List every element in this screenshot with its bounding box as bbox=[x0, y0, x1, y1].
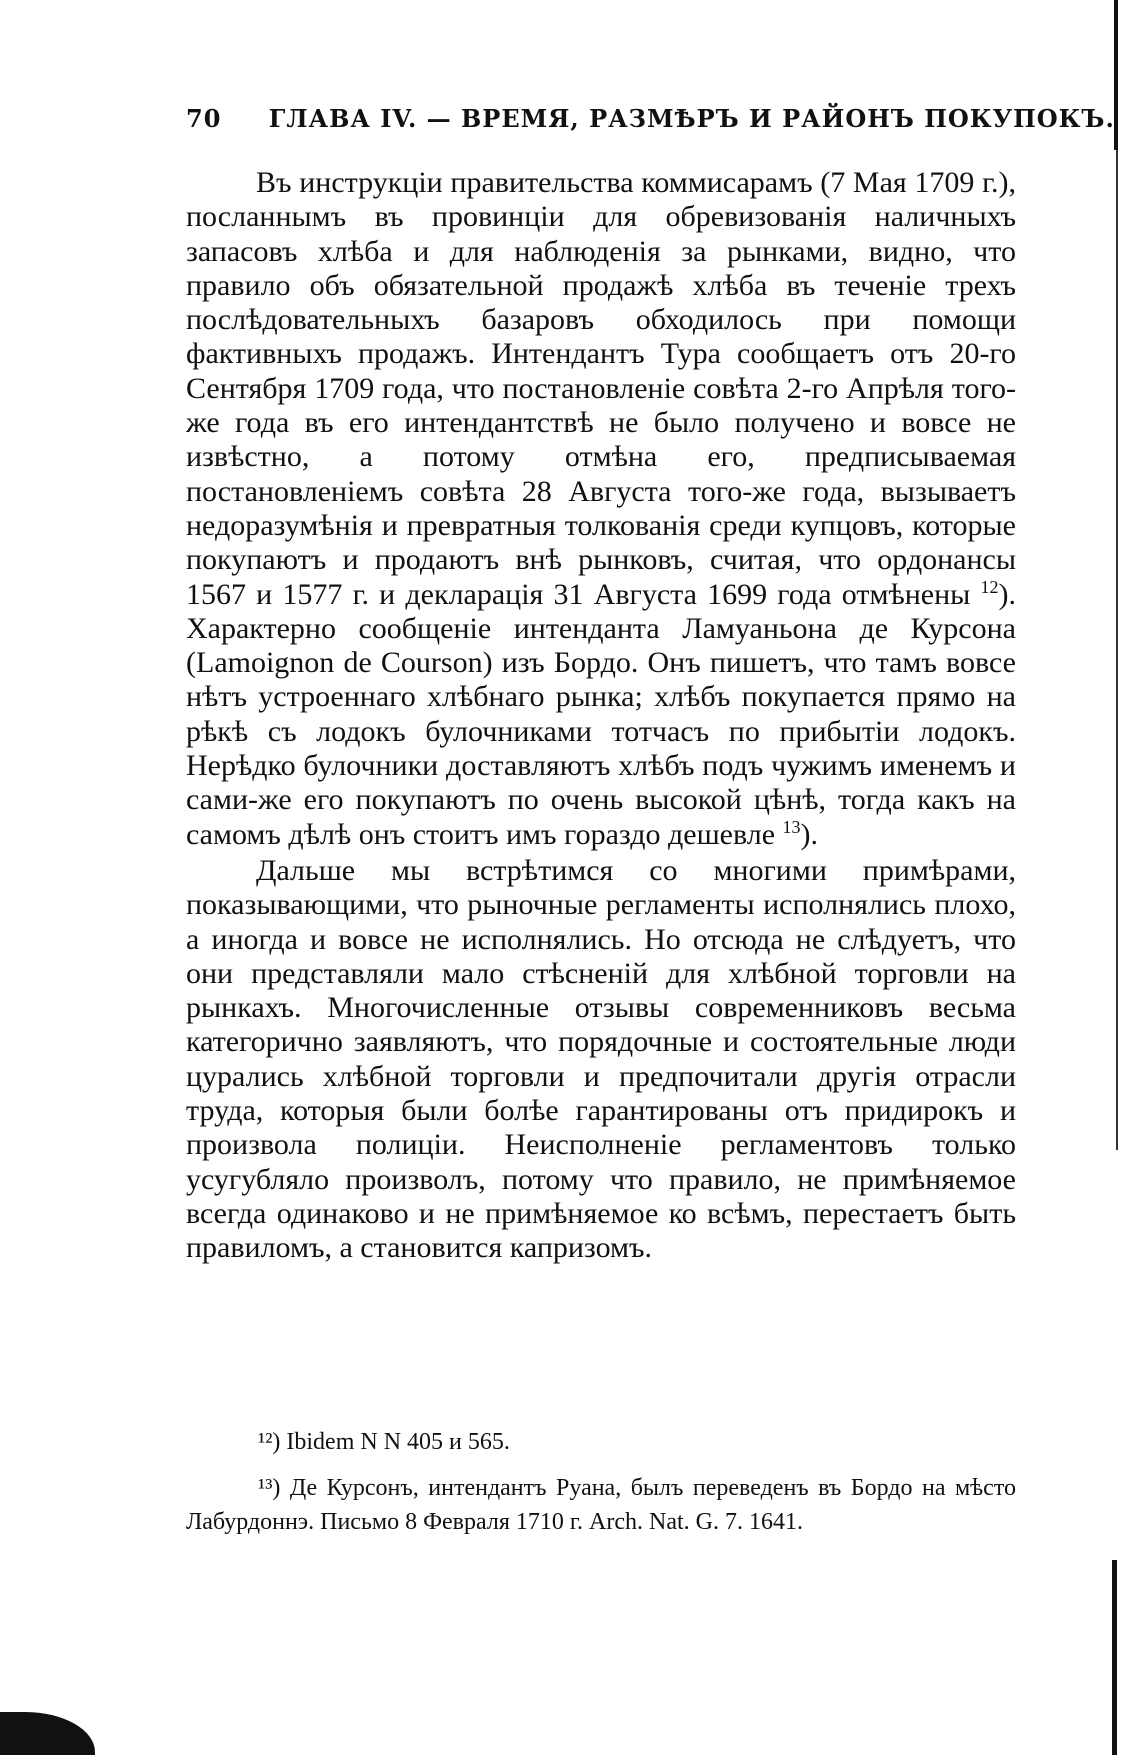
footnotes bbox=[186, 1425, 1016, 1539]
footnote-mark: ¹³) bbox=[258, 1475, 281, 1501]
paragraph bbox=[186, 854, 1016, 1266]
footnote-ref: 12 bbox=[980, 576, 999, 597]
running-header bbox=[186, 104, 1115, 133]
footnote bbox=[186, 1471, 1016, 1539]
paragraph-text: ). bbox=[800, 817, 819, 851]
footnote-ref: 13 bbox=[782, 816, 801, 837]
chapter-title: ГЛАВА IV. — ВРЕМЯ, РАЗМѢРЪ И РАЙОНЪ ПОКУПОКЪ. bbox=[268, 104, 1115, 133]
footnote-text: Де Курсонъ, интендантъ Руана, былъ переведенъ въ Бордо на мѣсто Лабурдоннэ. Письмо 8 Февраля 1710 г. Arch. Nat. G. 7. 1641. bbox=[186, 1475, 1016, 1535]
footnote bbox=[186, 1425, 1016, 1459]
scan-corner-blot bbox=[0, 1712, 95, 1755]
scan-edge-artifact bbox=[1112, 1560, 1117, 1755]
paragraph-text: Въ инструкціи правительства коммисарамъ (7 Мая 1709 г.), посланнымъ въ провинціи для обревизованія наличныхъ запасовъ хлѣба и для наблюденія за рынками, видно, что правило объ обязательной продажѣ хлѣба въ теченіе трехъ послѣдовательныхъ базаровъ обходилось при помощи фактивныхъ продажъ. Интендантъ Тура сообщаетъ отъ 20-го Сентября 1709 года, что постановленіе совѣта 2-го Апрѣля того-же года въ его интендантствѣ не было получено и вовсе не извѣстно, а потому отмѣна его, предписываемая постановленіемъ совѣта 28 Августа того-же года, вызываетъ недоразумѣнія и превратныя толкованія среди купцовъ, которые покупаютъ и продаютъ внѣ рынковъ, считая, что ордонансы 1567 и 1577 г. и декларація 31 Августа 1699 года отмѣнены bbox=[186, 166, 1016, 611]
scan-edge-artifact bbox=[1116, 150, 1118, 1150]
main-text bbox=[186, 166, 1016, 1266]
footnote-text: Ibidem N N 405 и 565. bbox=[286, 1429, 510, 1455]
page-number: 70 bbox=[186, 104, 222, 133]
paragraph bbox=[186, 166, 1016, 852]
paragraph-text: ). Характерно сообщеніе интенданта Ламуаньона де Курсона (Lamoignon de Courson) изъ Бордо. Онъ пишетъ, что тамъ вовсе нѣтъ устроеннаго хлѣбнаго рынка; хлѣбъ покупается прямо на рѣкѣ съ лодокъ булочниками тотчасъ по прибытіи лодокъ. Нерѣдко булочники доставляютъ хлѣбъ подъ чужимъ именемъ и сами-же его покупаютъ по очень высокой цѣнѣ, тогда какъ на самомъ дѣлѣ онъ стоитъ имъ гораздо дешевле bbox=[186, 577, 1017, 851]
paragraph-text: Дальше мы встрѣтимся со многими примѣрами, показывающими, что рыночные регламенты исполнялись плохо, а иногда и вовсе не исполнялись. Но отсюда не слѣдуетъ, что они представляли мало стѣсненій для хлѣбной торговли на рынкахъ. Многочисленные отзывы современниковъ весьма категорично заявляютъ, что порядочные и состоятельные люди цурались хлѣбной торговли и предпочитали другія отрасли труда, которыя были болѣе гарантированы отъ придирокъ и произвола полиціи. Неисполненіе регламентовъ только усугубляло произволъ, потому что правило, не примѣняемое всегда одинаково и не примѣняемое ко всѣмъ, перестаетъ быть правиломъ, а становится капризомъ. bbox=[186, 853, 1016, 1265]
footnote-mark: ¹²) bbox=[258, 1429, 281, 1455]
